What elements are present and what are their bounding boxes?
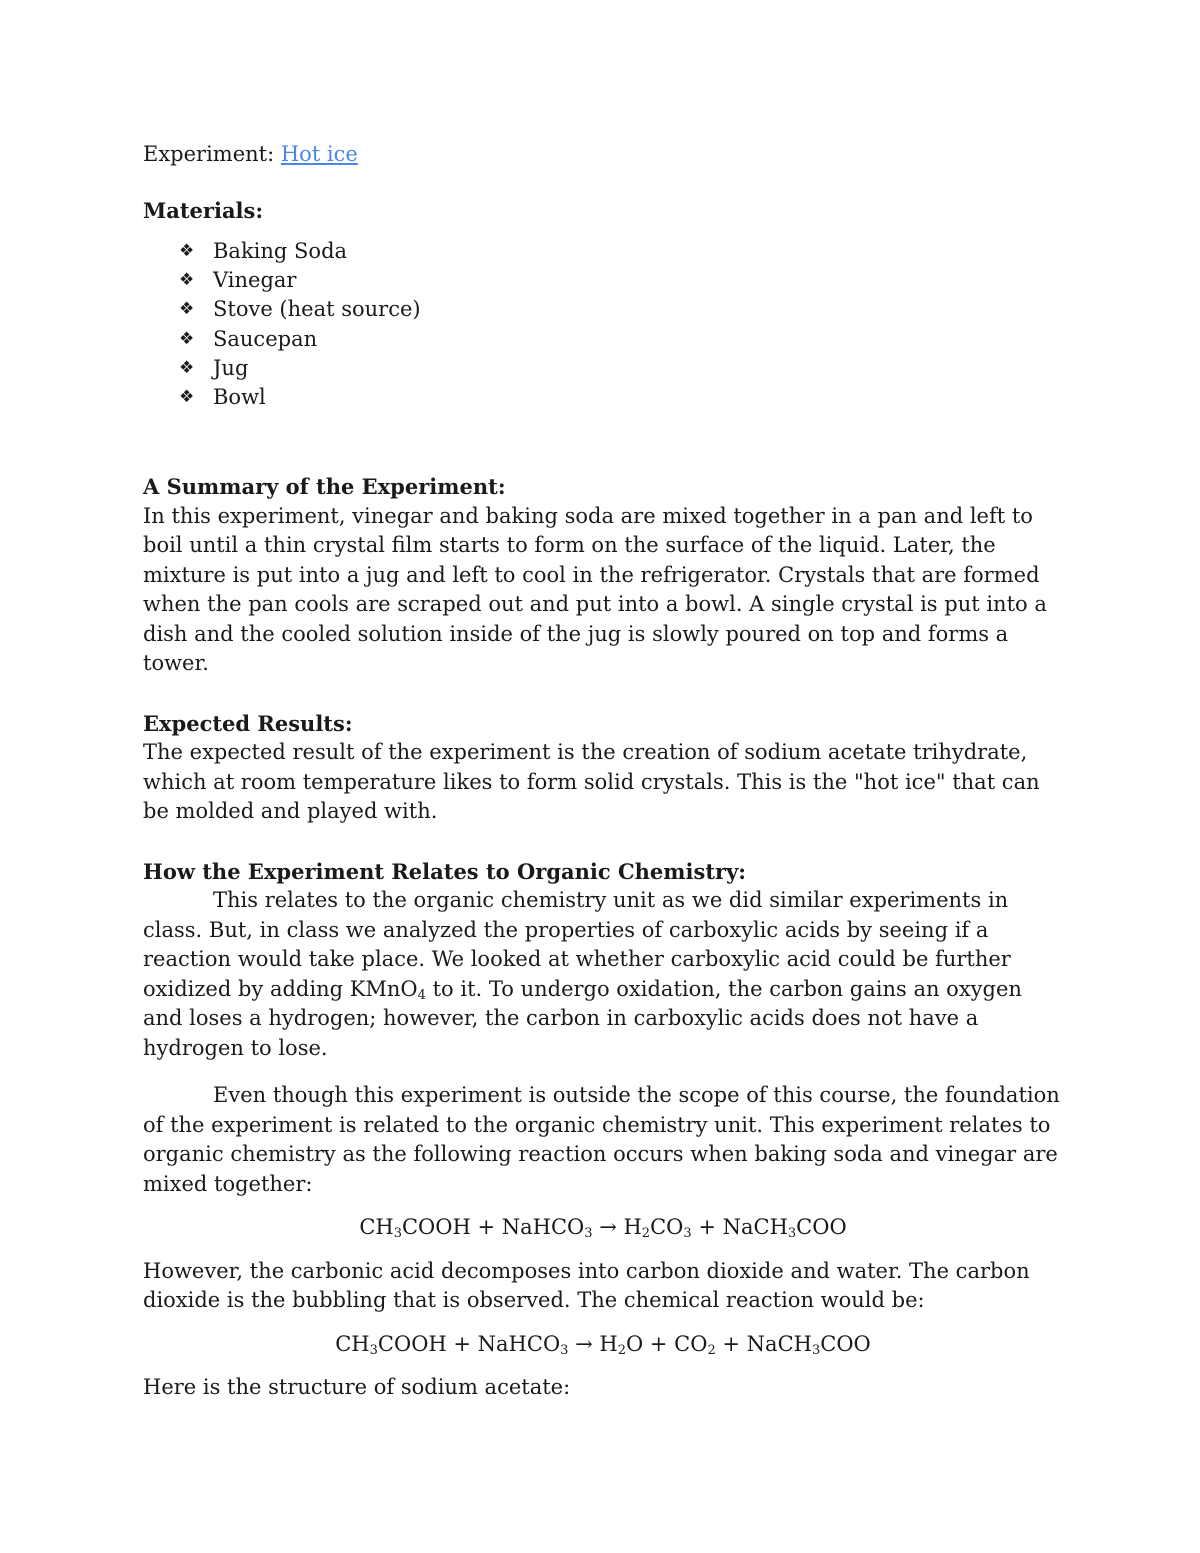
equation-text: O + CO — [626, 1331, 708, 1356]
list-item — [143, 295, 1063, 324]
equation-text: COO — [796, 1215, 847, 1240]
paragraph-text: This relates to the organic chemistry unit as we did similar experiments in class. But, in class we analyzed the properties of carboxylic acids by seeing if a reaction would take place. We looked at whether carboxylic acid could be further oxidized by adding KMnO — [143, 888, 1011, 1001]
title-prefix: Experiment: — [143, 142, 281, 166]
hot-ice-link[interactable]: Hot ice — [280, 142, 358, 166]
equation-subscript: 3 — [584, 1226, 593, 1242]
summary-heading: A Summary of the Experiment: — [143, 474, 506, 500]
document-page — [143, 140, 1063, 1403]
equation-subscript: 3 — [683, 1226, 692, 1242]
equation-subscript: 3 — [787, 1226, 797, 1242]
material-label: Bowl — [213, 384, 266, 409]
equation-subscript: 3 — [560, 1342, 569, 1358]
list-item — [143, 354, 1063, 383]
equation-2 — [143, 1330, 1063, 1360]
equation-text: CO — [650, 1215, 684, 1240]
diamond-bullet-icon: ❖ — [179, 299, 195, 320]
equation-subscript: 2 — [707, 1342, 716, 1358]
equation-text: + NaCH — [715, 1331, 812, 1356]
equation-subscript: 3 — [393, 1226, 402, 1242]
materials-list — [143, 237, 1063, 412]
equation-text: → H — [568, 1331, 618, 1356]
materials-heading: Materials: — [143, 197, 264, 223]
equation-text: COO — [820, 1331, 871, 1356]
material-label: Vinegar — [213, 268, 297, 293]
diamond-bullet-icon: ❖ — [179, 270, 195, 291]
material-label: Jug — [213, 355, 249, 380]
paragraph-text: to it. To undergo oxidation, the carbon gains an oxygen and loses a hydrogen; however, the carbon in carboxylic acids does not have a hydrogen to lose. — [143, 976, 1022, 1060]
list-item — [143, 237, 1063, 266]
material-label: Stove (heat source) — [213, 297, 421, 322]
diamond-bullet-icon: ❖ — [179, 328, 195, 349]
equation-text: CH — [335, 1331, 370, 1356]
equation-text: COOH + NaHCO — [377, 1331, 561, 1356]
list-item — [143, 383, 1063, 412]
equation-text: CH — [359, 1215, 394, 1240]
summary-section — [143, 472, 1063, 679]
expected-body: The expected result of the experiment is the creation of sodium acetate trihydrate, which at room temperature likes to form solid crystals. This is the "hot ice" that can be molded and played with. — [143, 740, 1040, 824]
material-label: Saucepan — [213, 326, 318, 351]
equation-subscript: 3 — [369, 1342, 378, 1358]
organic-section — [143, 857, 1063, 1403]
equation-text: + NaCH — [691, 1215, 788, 1240]
equation-1 — [143, 1213, 1063, 1243]
organic-paragraph-4: Here is the structure of sodium acetate: — [143, 1375, 571, 1400]
experiment-title — [143, 140, 1063, 170]
equation-text: → H — [592, 1215, 642, 1240]
diamond-bullet-icon: ❖ — [179, 386, 195, 407]
diamond-bullet-icon: ❖ — [179, 241, 195, 261]
equation-subscript: 2 — [641, 1226, 651, 1242]
equation-subscript: 3 — [811, 1342, 821, 1358]
expected-section — [143, 709, 1063, 827]
list-item — [143, 266, 1063, 295]
material-label: Baking Soda — [213, 239, 348, 263]
diamond-bullet-icon: ❖ — [179, 357, 195, 378]
subscript: 4 — [417, 987, 426, 1003]
organic-heading: How the Experiment Relates to Organic Chemistry: — [143, 858, 747, 884]
equation-subscript: 2 — [617, 1342, 626, 1358]
organic-paragraph-2: Even though this experiment is outside the scope of this course, the foundation of the experiment is related to the organic chemistry unit. This experiment relates to organic chemistry as the following reaction occurs when baking soda and vinegar are mixed together: — [143, 1083, 1060, 1196]
equation-text: COOH + NaHCO — [401, 1215, 585, 1240]
summary-body: In this experiment, vinegar and baking soda are mixed together in a pan and left to boil until a thin crystal film starts to form on the surface of the liquid. Later, the mixture is put into a jug and left to cool in the refrigerator. Crystals that are formed when the pan cools are scraped out and put into a bowl. A single crystal is put into a dish and the cooled solution inside of the jug is slowly poured on top and forms a tower. — [143, 503, 1047, 676]
organic-paragraph-1 — [143, 886, 1063, 1063]
organic-paragraph-3: However, the carbonic acid decomposes into carbon dioxide and water. The carbon dioxide is the bubbling that is observed. The chemical reaction would be: — [143, 1258, 1030, 1313]
expected-heading: Expected Results: — [143, 710, 353, 736]
list-item — [143, 325, 1063, 354]
